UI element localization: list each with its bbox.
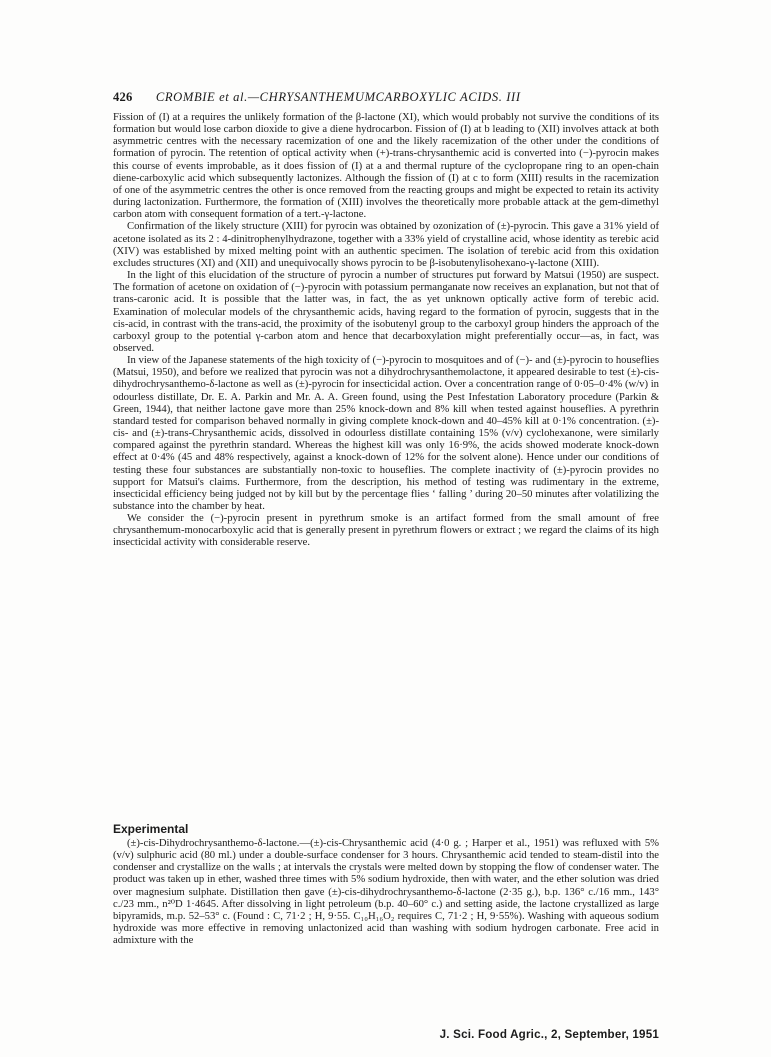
page-number: 426 (113, 90, 133, 104)
paragraph-matsui-structures: In the light of this elucidation of the structure of pyrocin a number of structures put forward by Matsui (1950) are suspect. The formation of acetone on oxidation of (−)-pyrocin with potassium permanganate now receives an explanation, but not that of trans-caronic acid. It is possible that the latter was, in fact, the as yet unknown optically active form of terebic acid. Examination of molecular models of the chrysanthemic acids, having regard to the formation of pyrocin, suggests that in the cis-acid, in contrast with the trans-acid, the proximity of the isobutenyl group to the carboxyl group hinders the approach of the carboxyl group to the potential γ-carbon atom and hence that decarboxylation might preferentially occur—as, in fact, was observed. (113, 270, 659, 354)
section-heading-experimental: Experimental (113, 822, 189, 836)
page-header (113, 90, 659, 106)
body-text (113, 112, 659, 550)
experimental-section (113, 838, 659, 947)
paragraph-conclusion: We consider the (−)-pyrocin present in pyrethrum smoke is an artifact formed from the small amount of free chrysanthemum-monocarboxylic acid that is generally present in pyrethrum flowers or extract ; we regard the claims of its high insecticidal activity with considerable reserve. (113, 513, 659, 549)
paragraph-ozonization: Confirmation of the likely structure (XIII) for pyrocin was obtained by ozonization of (±)-pyrocin. This gave a 31% yield of acetone isolated as its 2 : 4-dinitrophenylhydrazone, together with a 33% yield of crystalline acid, whose identity as terebic acid (XIV) was established by mixed melting point with an authentic specimen. The isolation of terebic acid from this oxidation excludes structures (XI) and (XII) and unequivocally shows pyrocin to be β-isobutenylisohexano-γ-lactone (XIII). (113, 221, 659, 269)
running-title: CROMBIE et al.—CHRYSANTHEMUMCARBOXYLIC ACIDS. III (155, 90, 521, 104)
journal-citation-footer: J. Sci. Food Agric., 2, September, 1951 (439, 1028, 659, 1041)
paragraph-lactone-preparation: (±)-cis-Dihydrochrysanthemo-δ-lactone.—(±)-cis-Chrysanthemic acid (4·0 g. ; Harper et al., 1951) was refluxed with 5% (v/v) sulphuric acid (80 ml.) under a double-surface condenser for 3 hours. Chrysanthemic acid tended to steam-distil into the condenser and crystallize on the walls ; at intervals the crystals were melted down by stopping the flow of condenser water. The product was taken up in ether, washed three times with 5% sodium hydroxide, then with water, and the ether solution was dried over magnesium sulphate. Distillation then gave (±)-cis-dihydrochrysanthemo-δ-lactone (2·35 g.), b.p. 136° c./16 mm., 143° c./23 mm., n²⁰D 1·4645. After dissolving in light petroleum (b.p. 40–60° c.) and setting aside, the lactone crystallized as large bipyramids, m.p. 52–53° c. (Found : C, 71·2 ; H, 9·55. C₁₀H₁₆O₂ requires C, 71·2 ; H, 9·55%). Washing with aqueous sodium hydroxide was more effective in removing unlactonized acid than washing with sodium hydrogen carbonate. Free acid in admixture with the (113, 838, 659, 947)
paragraph-fission-analysis: Fission of (I) at a requires the unlikely formation of the β-lactone (XI), which would probably not survive the conditions of its formation but would lose carbon dioxide to give a diene hydrocarbon. Fission of (I) at b leading to (XII) involves attack at both asymmetric centres with the necessary racemization of one and the likely racemization of the other under the conditions of formation of pyrocin. The retention of optical activity when (+)-trans-chrysanthemic acid is converted into (−)-pyrocin makes this course of events improbable, as it does fission of (I) at a and thermal rupture of the cyclopropane ring to an open-chain diene-carboxylic acid which subsequently lactonizes. Although the fission of (I) at c to form (XIII) results in the racemization of one of the asymmetric centres the other is once removed from the reacting groups and might be expected to retain its activity during lactonization. Furthermore, the formation of (XIII) involves the theoretically more probable attack at the gem-dimethyl carbon atom with consequent formation of a tert.-γ-lactone. (113, 112, 659, 221)
paragraph-insecticidal-tests: In view of the Japanese statements of the high toxicity of (−)-pyrocin to mosquitoes and of (−)- and (±)-pyrocin to houseflies (Matsui, 1950), and before we realized that pyrocin was not a dihydrochrysanthemolactone, it appeared desirable to test (±)-cis-dihydrochrysanthemo-δ-lactone as well as (±)-pyrocin for insecticidal action. Over a concentration range of 0·05–0·4% (w/v) in odourless distillate, Dr. E. A. Parkin and Mr. A. A. Green found, using the Pest Infestation Laboratory procedure (Parkin & Green, 1944), that neither lactone gave more than 25% knock-down and 8% kill when tested against houseflies. A pyrethrin standard tested for comparison behaved normally in giving complete knock-down and 40–45% kill at 0·1% concentration. (±)-cis- and (±)-trans-Chrysanthemic acids, dissolved in odourless distillate containing 15% (v/v) cyclohexanone, were similarly compared against the pyrethrin standard. Whereas the highest kill was only 16·9%, the acids showed moderate knock-down effect at 0·4% (45 and 48% respectively, against a knock-down of 12% for the solvent alone). Hence under our conditions of testing these four substances are substantially non-toxic to houseflies. The complete inactivity of (±)-pyrocin provides no support for Matsui's claims. Furthermore, from the description, his method of testing was rudimentary in the extreme, insecticidal efficiency being judged not by kill but by the percentage flies ‘ falling ’ during 20–50 minutes after volatilizing the substance into the chamber by heat. (113, 355, 660, 512)
